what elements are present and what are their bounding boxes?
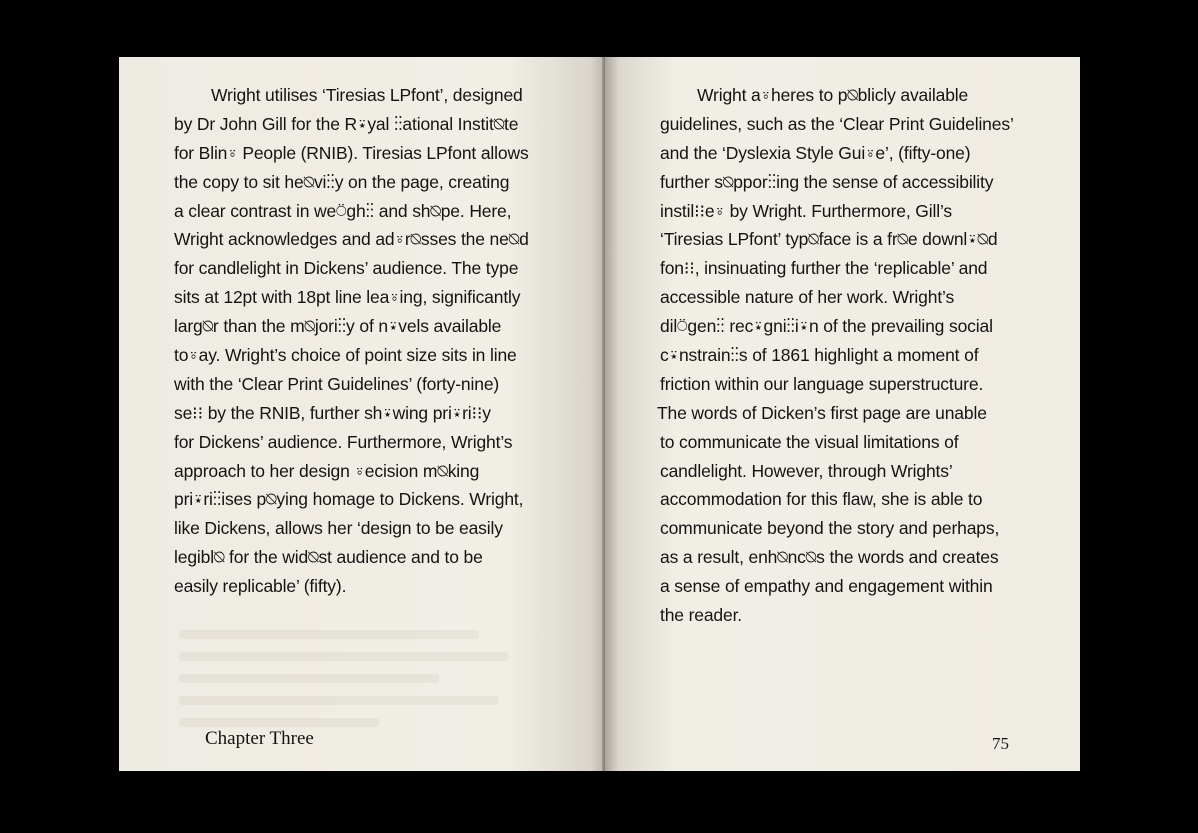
text-line: dil⍥gen⁝⁝ rec⍣gni⁝⁝i⍣n of the prevailing social [660, 316, 993, 337]
text-line: approach to her design ⍤ecision m⍉king [174, 460, 480, 481]
text-line: larg⍉r than the m⍉jori⁝⁝y of n⍣vels available [174, 316, 502, 337]
text-line: with the ‘Clear Print Guidelines’ (forty-nine) [174, 373, 500, 394]
text-line: for candlelight in Dickens’ audience. The type [174, 258, 519, 279]
running-head: Chapter Three [205, 728, 314, 749]
text-line: The words of Dicken’s first page are unable [657, 402, 987, 423]
text-line: easily replicable’ (fifty). [174, 576, 347, 597]
text-line: guidelines, such as the ‘Clear Print Guidelines’ [660, 113, 1014, 134]
text-line: se⁝⁝ by the RNIB, further sh⍣wing pri⍣ri⁝⁝y [174, 402, 491, 423]
right-page [605, 57, 1080, 771]
text-line: for Blin⍤ People (RNIB). Tiresias LPfont allows [174, 142, 529, 163]
left-page [119, 57, 605, 771]
text-line: the reader. [660, 605, 743, 626]
text-line: accessible nature of her work. Wright’s [660, 287, 955, 308]
text-line: like Dickens, allows her ‘design to be easily [174, 518, 503, 539]
left-body-text [174, 81, 529, 601]
text-line: ‘Tiresias LPfont’ typ⍉face is a fr⍉e downl⍣⍉d [660, 229, 998, 250]
text-line: a sense of empathy and engagement within [660, 576, 993, 597]
text-line: instil⁝⁝e⍤ by Wright. Furthermore, Gill’s [660, 200, 952, 221]
page-number: 75 [992, 734, 1009, 753]
right-body-text [657, 81, 1014, 630]
text-line: pri⍣ri⁝⁝ises p⍉ying homage to Dickens. Wright, [174, 489, 524, 510]
text-line: by Dr John Gill for the R⍣yal ⁝⁝ational Instit⍉te [174, 113, 519, 134]
text-line: fon⁝⁝, insinuating further the ‘replicable’ and [660, 258, 988, 279]
text-line: a clear contrast in we⍥gh⁝⁝ and sh⍉pe. Here, [174, 200, 512, 221]
text-line: and the ‘Dyslexia Style Gui⍤e’, (fifty-one) [660, 142, 971, 163]
text-line: as a result, enh⍉nc⍉s the words and creates [660, 547, 999, 568]
show-through-text [179, 617, 539, 740]
text-line: the copy to sit he⍉vi⁝⁝y on the page, creating [174, 171, 510, 192]
text-line: Wright utilises ‘Tiresias LPfont’, designed [211, 85, 523, 105]
text-line: for Dickens’ audience. Furthermore, Wright’s [174, 431, 513, 452]
book-spread [119, 57, 1080, 771]
text-line: friction within our language superstructure. [660, 373, 984, 394]
text-line: legibl⍉ for the wid⍉st audience and to be [174, 547, 483, 568]
text-line: accommodation for this flaw, she is able to [660, 489, 983, 510]
text-line: candlelight. However, through Wrights’ [660, 460, 953, 481]
text-line: Wright acknowledges and ad⍤r⍉sses the ne⍉d [174, 229, 529, 250]
text-line: Wright a⍤heres to p⍉blicly available [697, 85, 969, 105]
text-line: to⍤ay. Wright’s choice of point size sits in line [174, 345, 517, 366]
text-line: to communicate the visual limitations of [660, 431, 959, 452]
text-line: c⍣nstrain⁝⁝s of 1861 highlight a moment of [660, 345, 979, 366]
text-line: communicate beyond the story and perhaps, [660, 518, 1000, 539]
text-line: further s⍉ppor⁝⁝ing the sense of accessibility [660, 171, 994, 192]
text-line: sits at 12pt with 18pt line lea⍤ing, significantly [174, 287, 521, 308]
